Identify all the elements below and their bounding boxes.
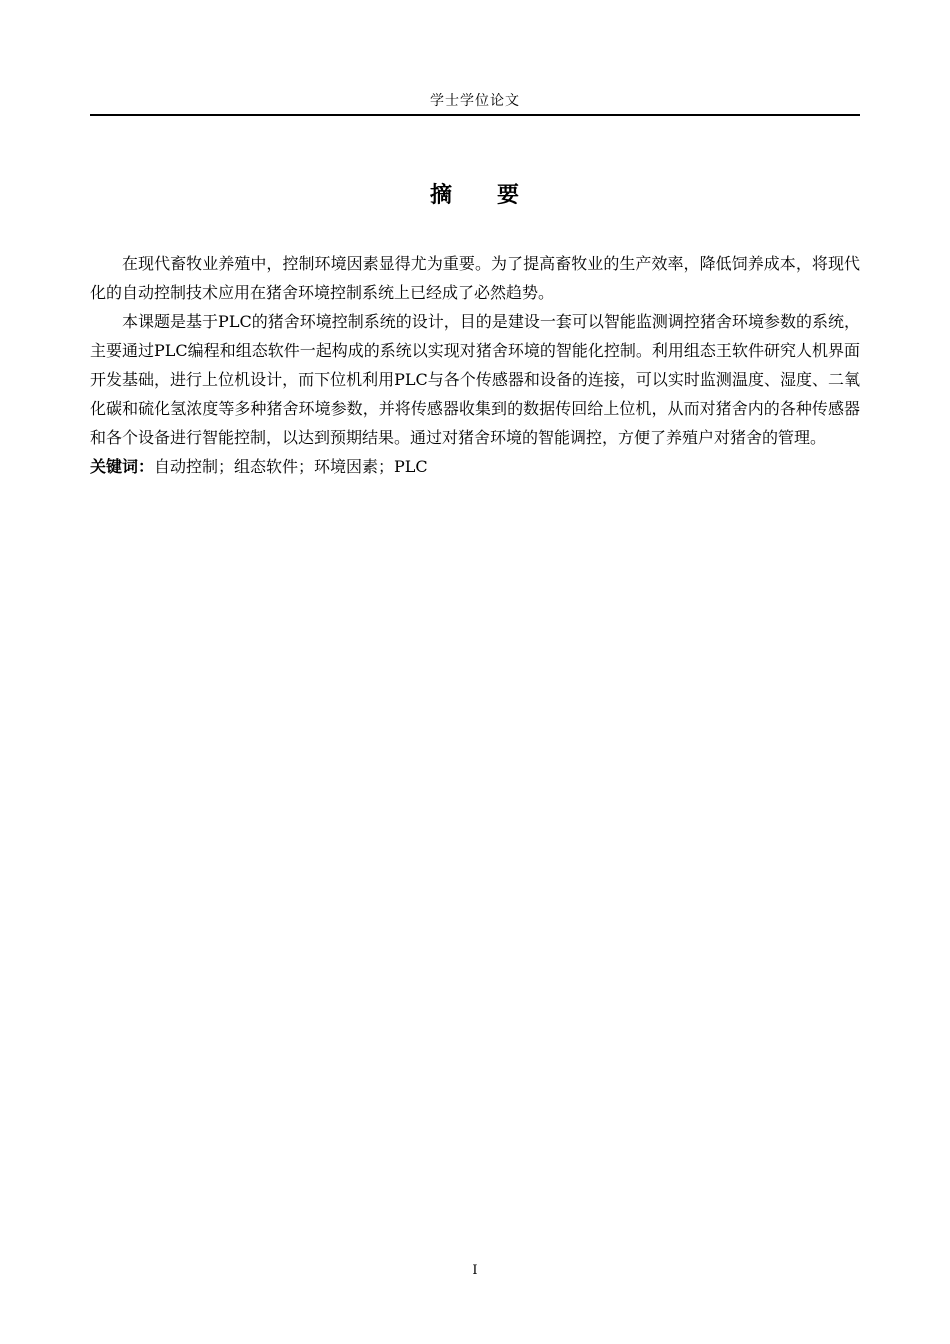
keywords-line — [90, 452, 860, 481]
keywords-text: 自动控制；组态软件；环境因素；PLC — [154, 457, 428, 476]
abstract-body — [90, 249, 860, 481]
abstract-title-char-2: 要 — [497, 183, 521, 208]
header-rule — [90, 114, 860, 116]
abstract-title-char-1: 摘 — [429, 183, 453, 208]
page-number: I — [472, 1263, 478, 1278]
abstract-title — [90, 181, 860, 211]
abstract-paragraph-2: 本课题是基于PLC的猪舍环境控制系统的设计，目的是建设一套可以智能监测调控猪舍环境参数的系统，主要通过PLC编程和组态软件一起构成的系统以实现对猪舍环境的智能化控制。利用组态王软件研究人机界面开发基础，进行上位机设计，而下位机利用PLC与各个传感器和设备的连接，可以实时监测温度、湿度、二氧化碳和硫化氢浓度等多种猪舍环境参数，并将传感器收集到的数据传回给上位机，从而对猪舍内的各种传感器和各个设备进行智能控制，以达到预期结果。通过对猪舍环境的智能调控，方便了养殖户对猪舍的管理。 — [90, 312, 860, 447]
running-header: 学士学位论文 — [430, 93, 520, 109]
keywords-label: 关键词： — [90, 457, 155, 476]
abstract-paragraph-1: 在现代畜牧业养殖中，控制环境因素显得尤为重要。为了提高畜牧业的生产效率，降低饲养成本，将现代化的自动控制技术应用在猪舍环境控制系统上已经成了必然趋势。 — [90, 254, 860, 302]
